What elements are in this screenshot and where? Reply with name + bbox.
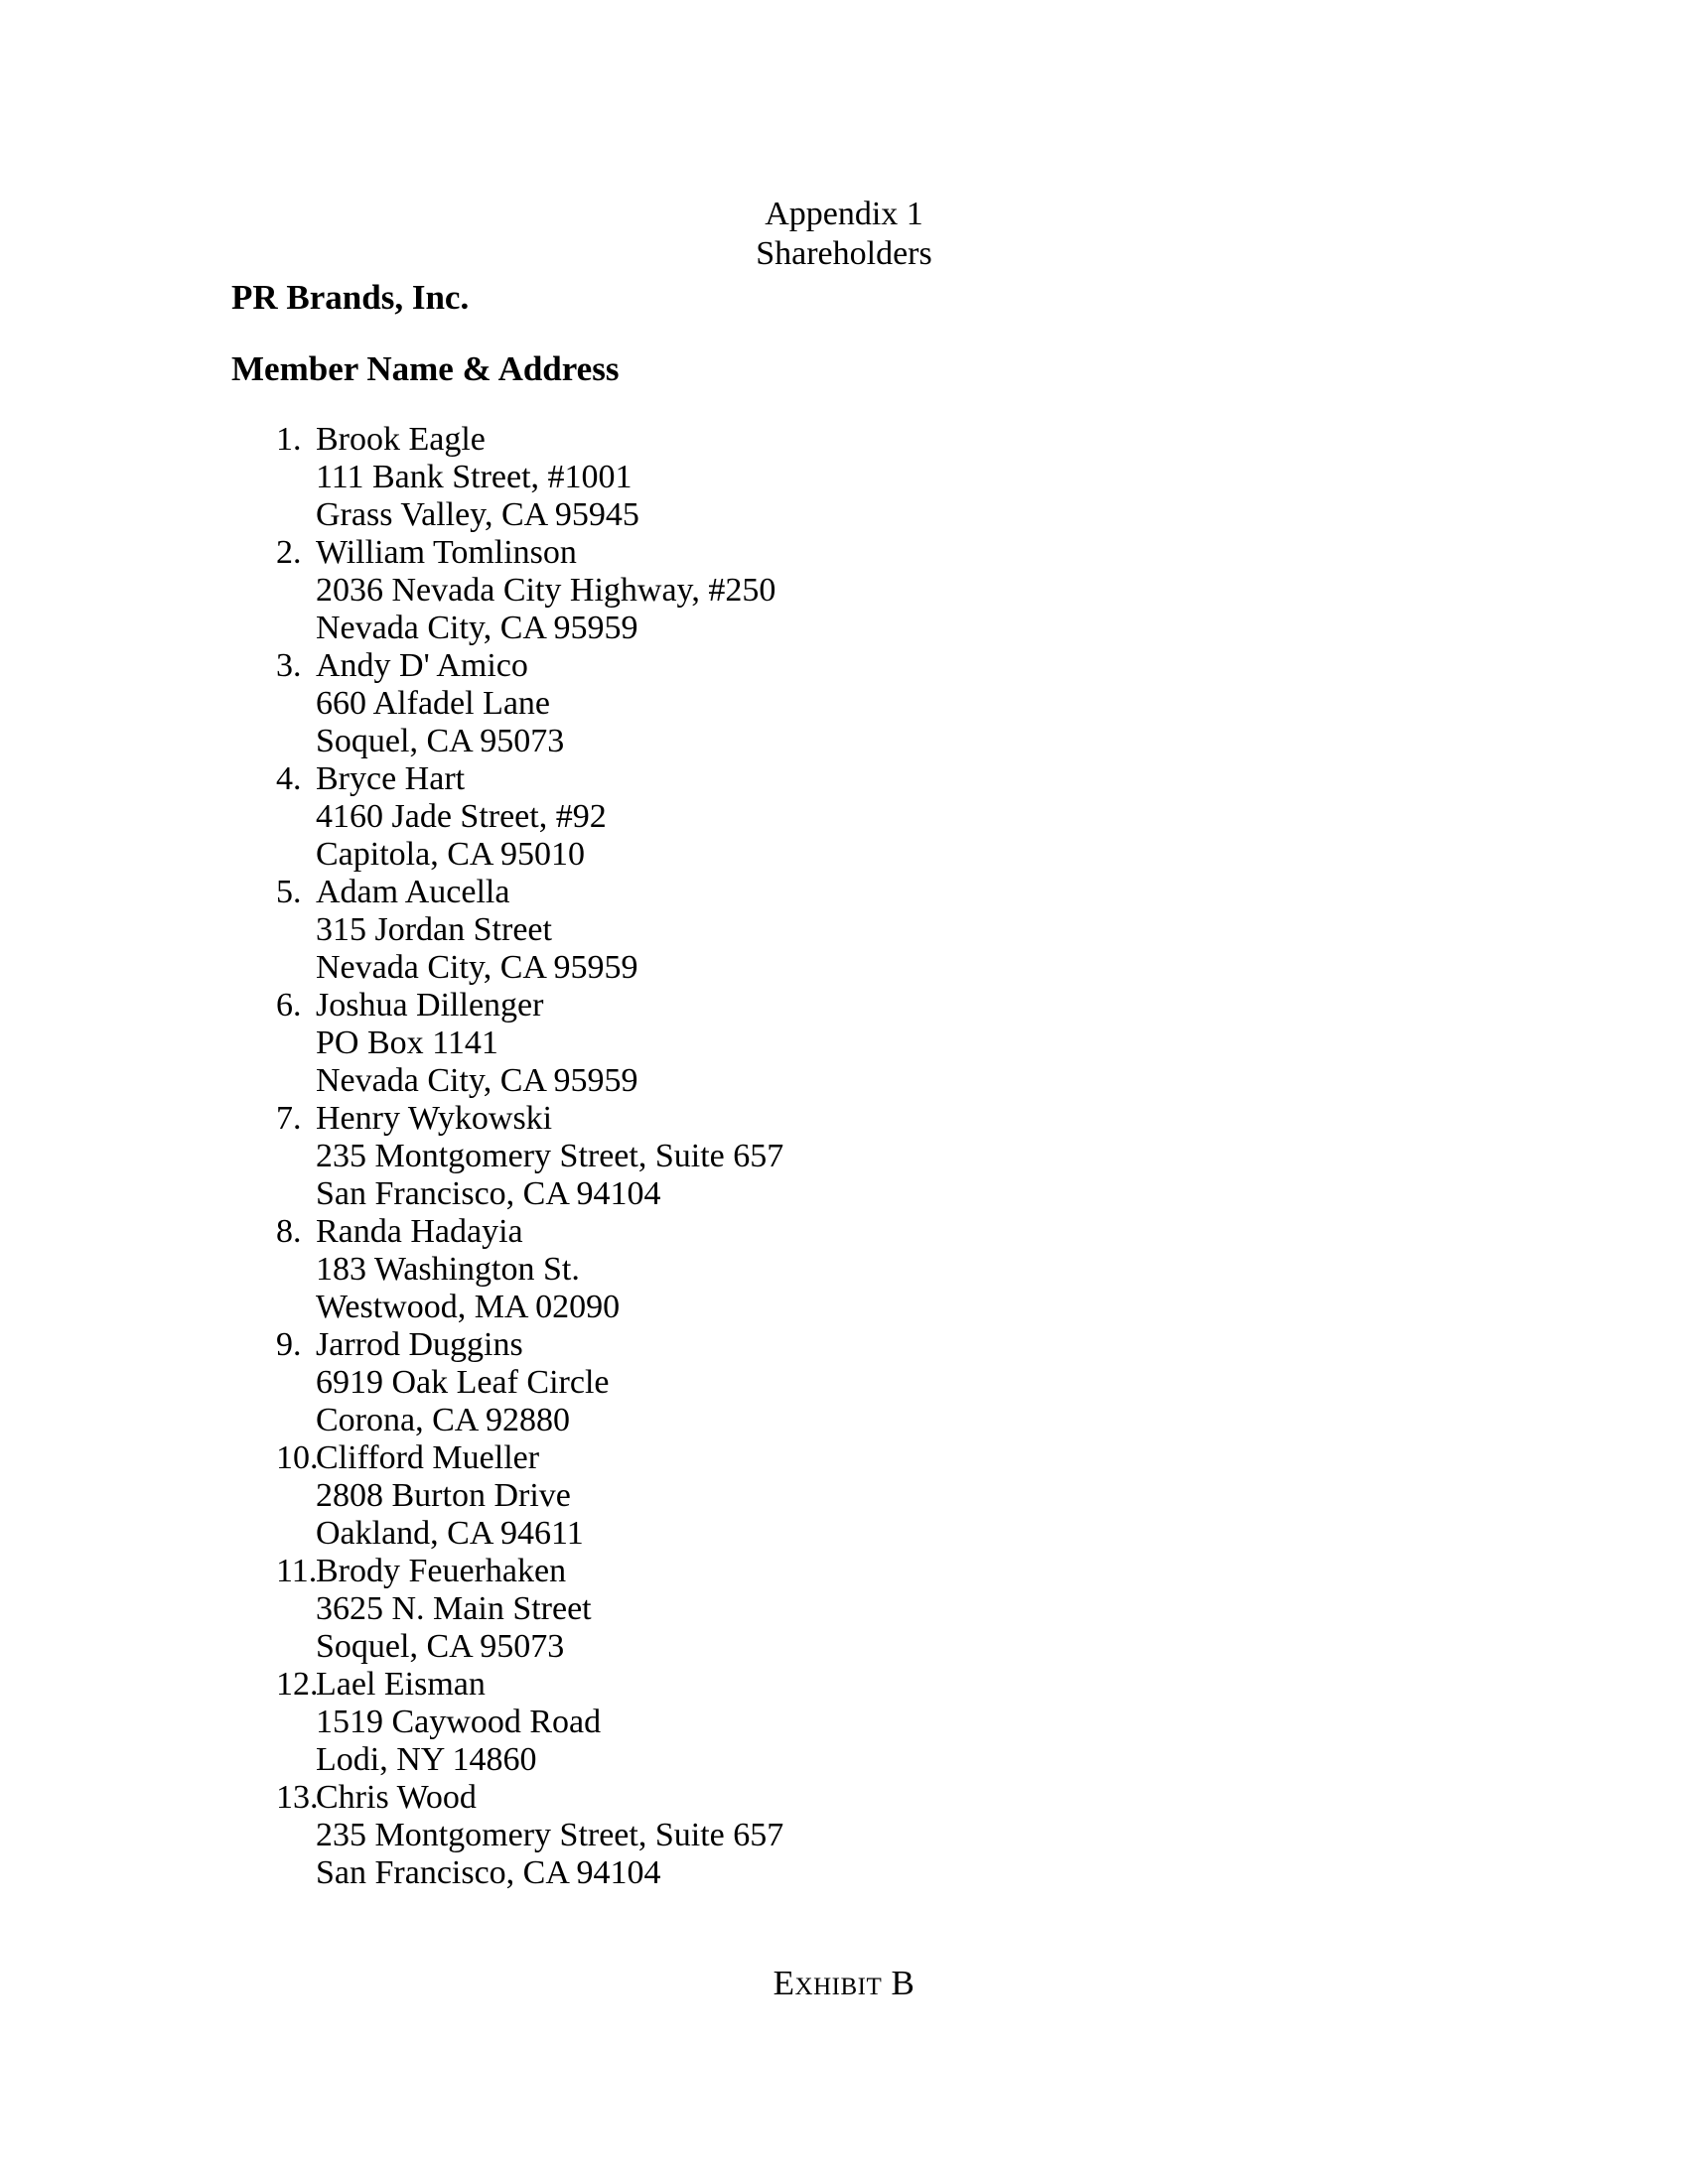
member-city: Grass Valley, CA 95945 [316, 496, 639, 533]
member-name: Joshua Dillenger [316, 987, 544, 1024]
member-city: San Francisco, CA 94104 [316, 1175, 661, 1212]
member-details [316, 987, 638, 1100]
member-number: 9. [276, 1326, 302, 1363]
member-details [316, 1439, 584, 1553]
member-address: 4160 Jade Street, #92 [316, 798, 607, 835]
member-entry [276, 1213, 1468, 1326]
member-address: 235 Montgomery Street, Suite 657 [316, 1817, 784, 1853]
member-number: 6. [276, 987, 302, 1024]
member-city: Soquel, CA 95073 [316, 1628, 565, 1665]
member-address: 315 Jordan Street [316, 911, 552, 948]
exhibit-footer: Exhibit B [773, 1964, 915, 2002]
appendix-title: Appendix 1 [765, 196, 923, 232]
member-number: 13. [276, 1779, 319, 1816]
member-entry [276, 874, 1468, 987]
member-address: 6919 Oak Leaf Circle [316, 1364, 610, 1401]
member-list [276, 421, 1468, 1892]
member-city: Corona, CA 92880 [316, 1402, 570, 1438]
member-address: 235 Montgomery Street, Suite 657 [316, 1138, 784, 1174]
member-address: 2036 Nevada City Highway, #250 [316, 572, 776, 609]
member-number: 7. [276, 1100, 302, 1137]
member-number: 2. [276, 534, 302, 571]
member-details [316, 534, 775, 647]
member-address: 3625 N. Main Street [316, 1590, 592, 1627]
member-name: Andy D' Amico [316, 647, 528, 684]
member-address: 183 Washington St. [316, 1251, 580, 1288]
member-entry [276, 421, 1468, 534]
member-address: 1519 Caywood Road [316, 1704, 602, 1740]
member-number: 10. [276, 1439, 319, 1476]
member-entry [276, 760, 1468, 874]
member-number: 11. [276, 1553, 318, 1589]
member-city: Soquel, CA 95073 [316, 723, 565, 759]
member-number: 8. [276, 1213, 302, 1250]
member-details [316, 1553, 592, 1666]
member-entry [276, 1666, 1468, 1779]
member-name: Henry Wykowski [316, 1100, 553, 1137]
member-name: Brook Eagle [316, 421, 486, 458]
member-entry [276, 1100, 1468, 1213]
member-city: Nevada City, CA 95959 [316, 1062, 638, 1099]
member-city: San Francisco, CA 94104 [316, 1854, 661, 1891]
member-details [316, 1100, 783, 1213]
appendix-title-block [0, 195, 1688, 274]
member-city: Lodi, NY 14860 [316, 1741, 537, 1778]
member-entry [276, 647, 1468, 760]
member-number: 12. [276, 1666, 319, 1703]
member-details [316, 647, 564, 760]
member-name: Jarrod Duggins [316, 1326, 523, 1363]
member-name: Chris Wood [316, 1779, 477, 1816]
company-name: PR Brands, Inc. [231, 278, 470, 317]
member-details [316, 1213, 620, 1326]
member-city: Nevada City, CA 95959 [316, 610, 638, 646]
member-entry [276, 987, 1468, 1100]
member-name: William Tomlinson [316, 534, 577, 571]
member-name: Bryce Hart [316, 760, 466, 797]
member-number: 1. [276, 421, 302, 458]
member-name: Randa Hadayia [316, 1213, 523, 1250]
member-name: Lael Eisman [316, 1666, 486, 1703]
member-number: 3. [276, 647, 302, 684]
appendix-subtitle: Shareholders [756, 235, 932, 272]
member-city: Capitola, CA 95010 [316, 836, 586, 873]
member-details [316, 1779, 783, 1892]
member-name: Clifford Mueller [316, 1439, 540, 1476]
member-entry [276, 1779, 1468, 1892]
member-details [316, 1326, 610, 1439]
member-city: Westwood, MA 02090 [316, 1289, 621, 1325]
member-number: 5. [276, 874, 302, 910]
member-address: PO Box 1141 [316, 1024, 498, 1061]
member-entry [276, 1326, 1468, 1439]
member-details [316, 421, 639, 534]
member-number: 4. [276, 760, 302, 797]
member-address: 660 Alfadel Lane [316, 685, 551, 722]
member-details [316, 760, 607, 874]
member-address: 2808 Burton Drive [316, 1477, 571, 1514]
member-name: Brody Feuerhaken [316, 1553, 567, 1589]
member-entry [276, 1439, 1468, 1553]
section-heading: Member Name & Address [231, 349, 620, 388]
member-city: Oakland, CA 94611 [316, 1515, 584, 1552]
member-address: 111 Bank Street, #1001 [316, 459, 633, 495]
member-details [316, 874, 638, 987]
member-city: Nevada City, CA 95959 [316, 949, 638, 986]
member-entry [276, 534, 1468, 647]
member-entry [276, 1553, 1468, 1666]
member-name: Adam Aucella [316, 874, 510, 910]
member-details [316, 1666, 601, 1779]
